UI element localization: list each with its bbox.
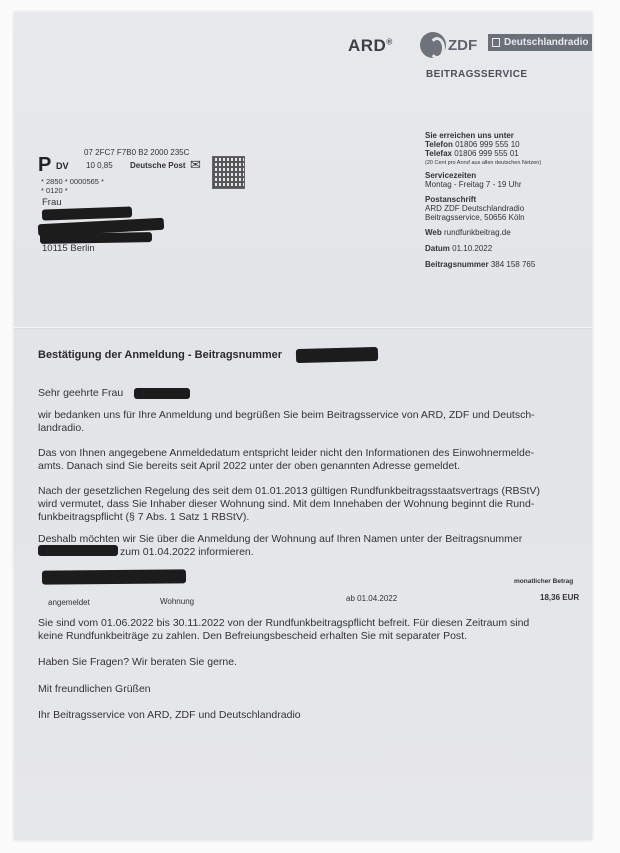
contact-cost-note: (20 Cent pro Anruf aus allen deutschen Netzen) <box>425 160 542 166</box>
paragraph-5-line-2: keine Rundfunkbeiträge zu zahlen. Den Befreiungsbescheid erhalten Sie mit separater Post. <box>38 630 468 642</box>
letter-date: Datum 01.10.2022 <box>425 244 493 253</box>
postal-code-line-2: * 0120 * <box>41 186 68 195</box>
contact-heading: Sie erreichen uns unter <box>425 131 514 140</box>
postage-barcode-line: 07 2FC7 F7B0 B2 2000 235C <box>84 148 190 157</box>
paper-fold <box>14 327 592 329</box>
postage-numbers: 10 0,85 <box>86 161 113 170</box>
paragraph-3-line-2: wird vermutet, dass Sie Inhaber dieser Wohnung sind. Mit dem Innehaben der Wohnung beginnt die Rund- <box>38 498 535 510</box>
deutschlandradio-mark-icon <box>492 38 500 47</box>
zdf-logo: ZDF <box>420 30 478 60</box>
postage-p-mark: P <box>38 154 52 176</box>
paragraph-2-line-1: Das von Ihnen angegebene Anmeldedatum entspricht leider nicht den Informationen des Einwohnermelde- <box>38 447 535 459</box>
redacted-contribution-number <box>38 545 118 556</box>
deutsche-post-label: Deutsche Post <box>130 161 186 170</box>
monthly-amount-header: monatlicher Betrag <box>514 578 574 585</box>
service-hours: Montag - Freitag 7 - 19 Uhr <box>425 180 522 189</box>
ard-logo: ARD® <box>348 36 393 55</box>
paragraph-3-line-1: Nach der gesetzlichen Regelung des seit dem 01.01.2013 gültigen Rundfunkbeitragsstaatsvertrags (RBStV) <box>38 485 540 497</box>
paragraph-4-line-2: zum 01.04.2022 informieren. <box>120 546 254 558</box>
letter-subject: Bestätigung der Anmeldung - Beitragsnummer <box>38 349 283 361</box>
monthly-amount: 18,36 EUR <box>540 593 580 602</box>
paragraph-2-line-2: amts. Danach sind Sie bereits seit April 2022 unter der oben genannten Adresse gemeldet. <box>38 460 461 472</box>
service-hours-heading: Servicezeiten <box>425 171 477 180</box>
registration-from: ab 01.04.2022 <box>346 594 398 603</box>
recipient-city: 10115 Berlin <box>42 243 95 254</box>
postage-dv: DV <box>56 161 69 171</box>
contact-telefax: Telefax 01806 999 555 01 <box>425 149 519 158</box>
contact-web[interactable]: Web rundfunkbeitrag.de <box>425 228 511 237</box>
registration-type: Wohnung <box>160 597 195 606</box>
redacted-greeting-name <box>134 388 190 399</box>
greeting: Sehr geehrte Frau <box>38 387 124 399</box>
paragraph-1-line-2: landradio. <box>38 422 85 434</box>
recipient-salutation: Frau <box>42 197 62 208</box>
postanschrift-line-2: Beitragsservice, 50656 Köln <box>425 213 525 222</box>
postanschrift-heading: Postanschrift <box>425 195 477 204</box>
redacted-address-row <box>42 569 186 584</box>
post-horn-icon: ✉ <box>190 157 201 172</box>
deutschlandradio-logo: Deutschlandradio <box>488 34 592 51</box>
questions-line: Haben Sie Fragen? Wir beraten Sie gerne. <box>38 656 238 668</box>
zdf-emblem-icon <box>420 32 446 58</box>
postal-code-line-1: * 2850 * 0000565 * <box>41 177 104 186</box>
department-name: BEITRAGSSERVICE <box>426 69 528 80</box>
contribution-number: Beitragsnummer 384 158 765 <box>425 260 536 269</box>
paragraph-1-line-1: wir bedanken uns für Ihre Anmeldung und begrüßen Sie beim Beitragsservice von ARD, ZDF und Deutsch- <box>38 409 535 421</box>
postanschrift-line-1: ARD ZDF Deutschlandradio <box>425 204 525 213</box>
closing-line: Mit freundlichen Grüßen <box>38 683 151 695</box>
paragraph-3-line-3: funkbeitragspflicht (§ 7 Abs. 1 Satz 1 RBStV). <box>38 511 250 523</box>
paragraph-5-line-1: Sie sind vom 01.06.2022 bis 30.11.2022 von der Rundfunkbeitragspflicht befreit. Für diesen Zeitraum sind <box>38 617 530 629</box>
paragraph-4-line-1: Deshalb möchten wir Sie über die Anmeldung der Wohnung auf Ihren Namen unter der Beitragsnummer <box>38 533 523 545</box>
signature-line: Ihr Beitragsservice von ARD, ZDF und Deutschlandradio <box>38 709 301 721</box>
registration-status: angemeldet <box>48 598 90 607</box>
qr-code-icon <box>212 156 245 189</box>
redacted-subject-number <box>296 347 378 363</box>
contact-telefon: Telefon 01806 999 555 10 <box>425 140 520 149</box>
